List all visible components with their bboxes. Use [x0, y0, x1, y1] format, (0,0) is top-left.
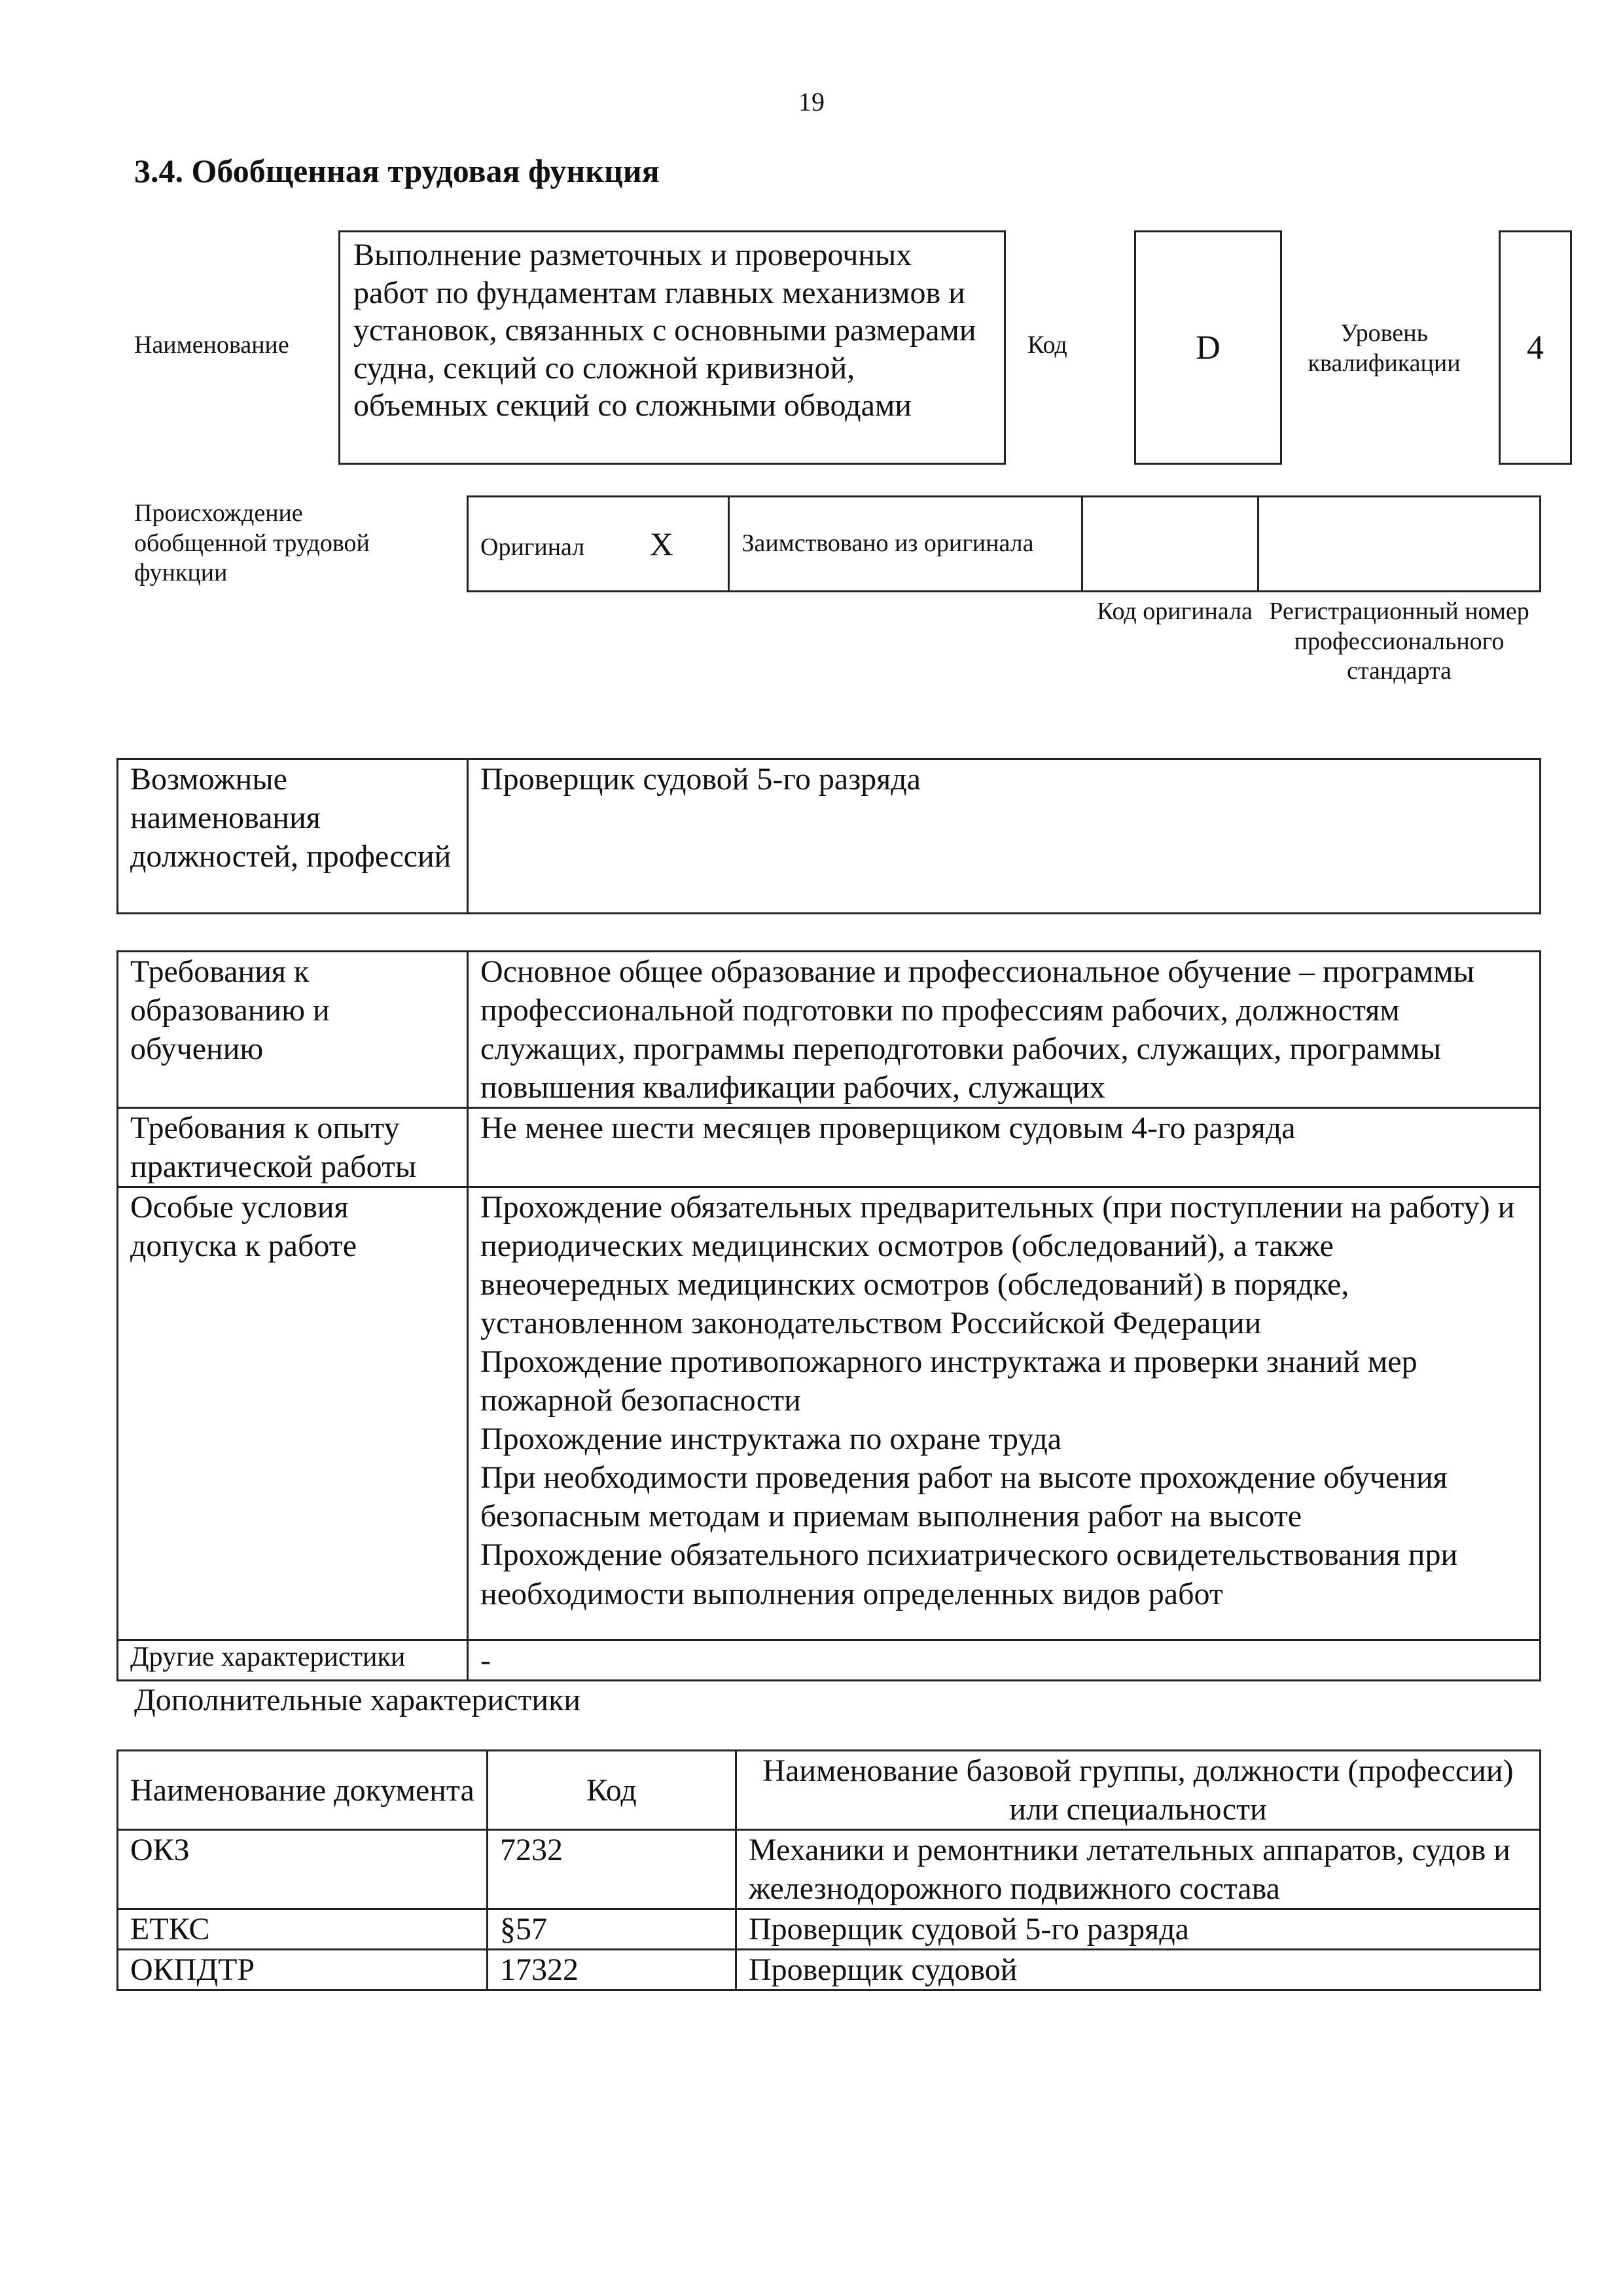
code-original-cell	[1082, 497, 1258, 592]
code-label: Код	[1027, 331, 1067, 359]
requirement-label: Требования к опыту практической работы	[118, 1108, 468, 1187]
borrowed-cell: Заимствовано из оригинала	[729, 497, 1082, 592]
requirements-table	[116, 950, 1541, 1681]
requirement-line: Прохождение инструктажа по охране труда	[480, 1422, 1062, 1457]
positions-value: Проверщик судовой 5-го разряда	[468, 759, 1541, 914]
table-row	[118, 1909, 1541, 1950]
cell-code: 7232	[488, 1830, 736, 1909]
original-label: Оригинал	[480, 533, 585, 561]
level-label: Уровень квалификации	[1308, 319, 1461, 377]
section-title: 3.4. Обобщенная трудовая функция	[134, 152, 660, 189]
code-value-box: D	[1134, 230, 1282, 465]
header-code: Код	[488, 1751, 736, 1830]
reg-number-caption: Регистрационный номер профессионального стандарта	[1269, 598, 1529, 685]
origin-label: Происхождение обобщенной трудовой функции	[134, 499, 370, 587]
cell-code: 17322	[488, 1950, 736, 1990]
cell-group: Проверщик судовой	[736, 1950, 1541, 1990]
table-row	[118, 1640, 1541, 1681]
table-row	[118, 1830, 1541, 1909]
additional-table	[116, 1749, 1541, 1991]
table-row	[118, 1187, 1541, 1640]
cell-group: Проверщик судовой 5-го разряда	[736, 1909, 1541, 1950]
cell-doc: ОКПДТР	[118, 1950, 488, 1990]
requirement-line: При необходимости проведения работ на высоте прохождение обучения безопасным методам и приемам выполнения работ на высоте	[480, 1460, 1448, 1534]
requirement-line: Прохождение обязательных предварительных (при поступлении на работу) и периодических медицинских осмотров (обследований), а также внеочередных медицинских осмотров (обследований) в порядке, установленном законодательством Российской Федерации	[480, 1190, 1515, 1341]
table-row	[118, 1950, 1541, 1990]
table-header-row	[118, 1751, 1541, 1830]
table-row	[118, 1108, 1541, 1187]
positions-label: Возможные наименования должностей, профессий	[118, 759, 468, 914]
additional-title: Дополнительные характеристики	[134, 1683, 581, 1717]
requirement-label: Требования к образованию и обучению	[118, 952, 468, 1108]
original-mark: X	[649, 525, 673, 562]
header-doc-name: Наименование документа	[118, 1751, 488, 1830]
table-row	[118, 952, 1541, 1108]
requirement-text: -	[468, 1640, 1541, 1681]
function-name-box: Выполнение разметочных и проверочных работ по фундаментам главных механизмов и установок, связанных с основными размерами судна, секций со сложной кривизной, объемных секций со сложными обводами	[338, 230, 1006, 465]
level-value-box: 4	[1499, 230, 1572, 465]
requirement-label: Другие характеристики	[118, 1640, 468, 1681]
cell-doc: ЕТКС	[118, 1909, 488, 1950]
code-original-caption: Код оригинала	[1097, 598, 1253, 625]
positions-table	[116, 758, 1541, 914]
requirement-text: Основное общее образование и профессиональное обучение – программы профессиональной подготовки по профессиям рабочих, должностям служащих, программы переподготовки рабочих, служащих, программы повышения квалификации рабочих, служащих	[468, 952, 1541, 1108]
name-label: Наименование	[134, 331, 289, 359]
original-cell	[468, 497, 729, 592]
cell-group: Механики и ремонтники летательных аппаратов, судов и железнодорожного подвижного состава	[736, 1830, 1541, 1909]
cell-doc: ОКЗ	[118, 1830, 488, 1909]
reg-number-cell	[1258, 497, 1541, 592]
header-group-name: Наименование базовой группы, должности (профессии) или специальности	[736, 1751, 1541, 1830]
requirement-label: Особые условия допуска к работе	[118, 1187, 468, 1640]
page-number: 19	[798, 87, 825, 117]
requirement-line: Прохождение противопожарного инструктажа и проверки знаний мер пожарной безопасности	[480, 1344, 1418, 1418]
requirement-text-group	[468, 1187, 1541, 1640]
cell-code: §57	[488, 1909, 736, 1950]
origin-table	[467, 495, 1541, 592]
requirement-text: Не менее шести месяцев проверщиком судовым 4-го разряда	[468, 1108, 1541, 1187]
requirement-line: Прохождение обязательного психиатрического освидетельствования при необходимости выполнения определенных видов работ	[480, 1537, 1458, 1611]
